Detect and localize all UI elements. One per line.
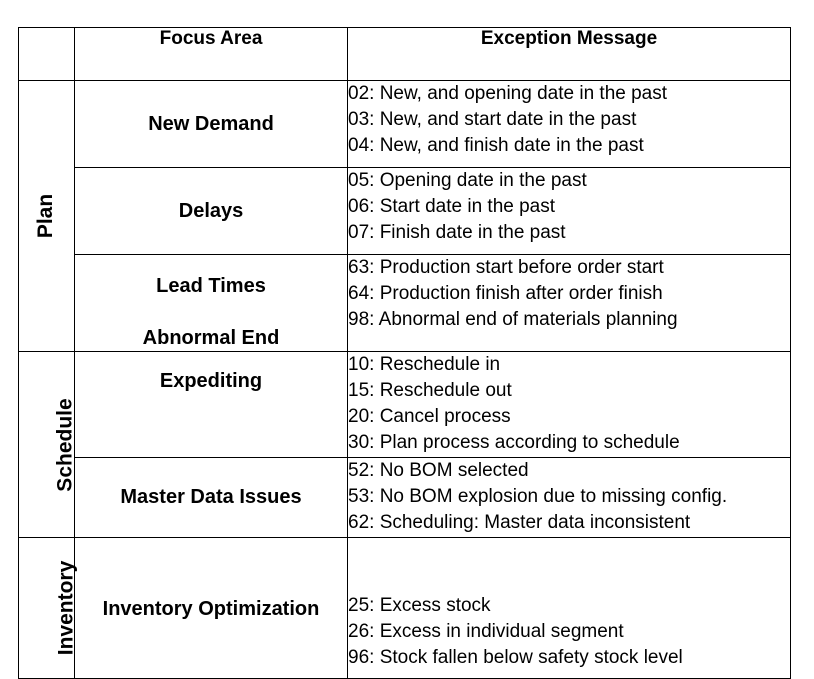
- table-row: [19, 168, 791, 255]
- messages-new-demand: [348, 81, 791, 168]
- messages-expediting: [348, 352, 791, 458]
- group-label-schedule: Schedule: [53, 397, 77, 492]
- table-header-row: [19, 28, 791, 81]
- message-line: 62: Scheduling: Master data inconsistent: [348, 512, 691, 533]
- focus-lead-times: Lead Times: [156, 275, 266, 297]
- table-row: [19, 352, 791, 458]
- message-line: 03: New, and start date in the past: [348, 109, 637, 130]
- focus-new-demand: New Demand: [75, 81, 348, 168]
- focus-expediting: Expediting: [75, 352, 348, 458]
- messages-lead-times: [348, 255, 791, 352]
- message-line: 02: New, and opening date in the past: [348, 83, 668, 104]
- header-focus-area: Focus Area: [75, 28, 348, 81]
- table-row: [19, 81, 791, 168]
- message-line: 63: Production start before order start: [348, 257, 664, 278]
- messages-master-data-issues: [348, 458, 791, 538]
- header-group: [19, 28, 75, 81]
- message-line: 96: Stock fallen below safety stock level: [348, 647, 683, 668]
- group-label-inventory: Inventory: [54, 560, 78, 656]
- message-line: 06: Start date in the past: [348, 196, 556, 217]
- focus-spacer: [75, 299, 347, 325]
- message-line: 05: Opening date in the past: [348, 170, 587, 191]
- messages-delays: [348, 168, 791, 255]
- message-line: 26: Excess in individual segment: [348, 621, 624, 642]
- message-line: 20: Cancel process: [348, 406, 511, 427]
- focus-lead-times-abnormal-end: [75, 255, 348, 352]
- focus-master-data-issues: Master Data Issues: [75, 458, 348, 538]
- group-label-plan: Plan: [34, 193, 58, 239]
- focus-inventory-optimization: Inventory Optimization: [75, 538, 348, 679]
- group-cell-inventory: [19, 538, 78, 679]
- table-row: [19, 538, 791, 679]
- message-line: 07: Finish date in the past: [348, 222, 566, 243]
- table-row: [19, 458, 791, 538]
- message-line: 98: Abnormal end of materials planning: [348, 309, 678, 330]
- message-line: 30: Plan process according to schedule: [348, 432, 680, 453]
- messages-inventory-optimization: [348, 538, 791, 679]
- message-line: 53: No BOM explosion due to missing config.: [348, 486, 728, 507]
- group-cell-plan: [19, 81, 75, 352]
- table-row: [19, 255, 791, 352]
- exception-table: [18, 27, 791, 679]
- message-line: 15: Reschedule out: [348, 380, 512, 401]
- focus-abnormal-end: Abnormal End: [142, 327, 280, 349]
- group-cell-schedule: [19, 352, 75, 538]
- message-line: 04: New, and finish date in the past: [348, 135, 644, 156]
- message-line: 64: Production finish after order finish: [348, 283, 663, 304]
- header-exception-message: Exception Message: [348, 28, 791, 81]
- message-line: 52: No BOM selected: [348, 460, 529, 481]
- message-line: 25: Excess stock: [348, 595, 491, 616]
- focus-delays: Delays: [75, 168, 348, 255]
- message-line: 10: Reschedule in: [348, 354, 501, 375]
